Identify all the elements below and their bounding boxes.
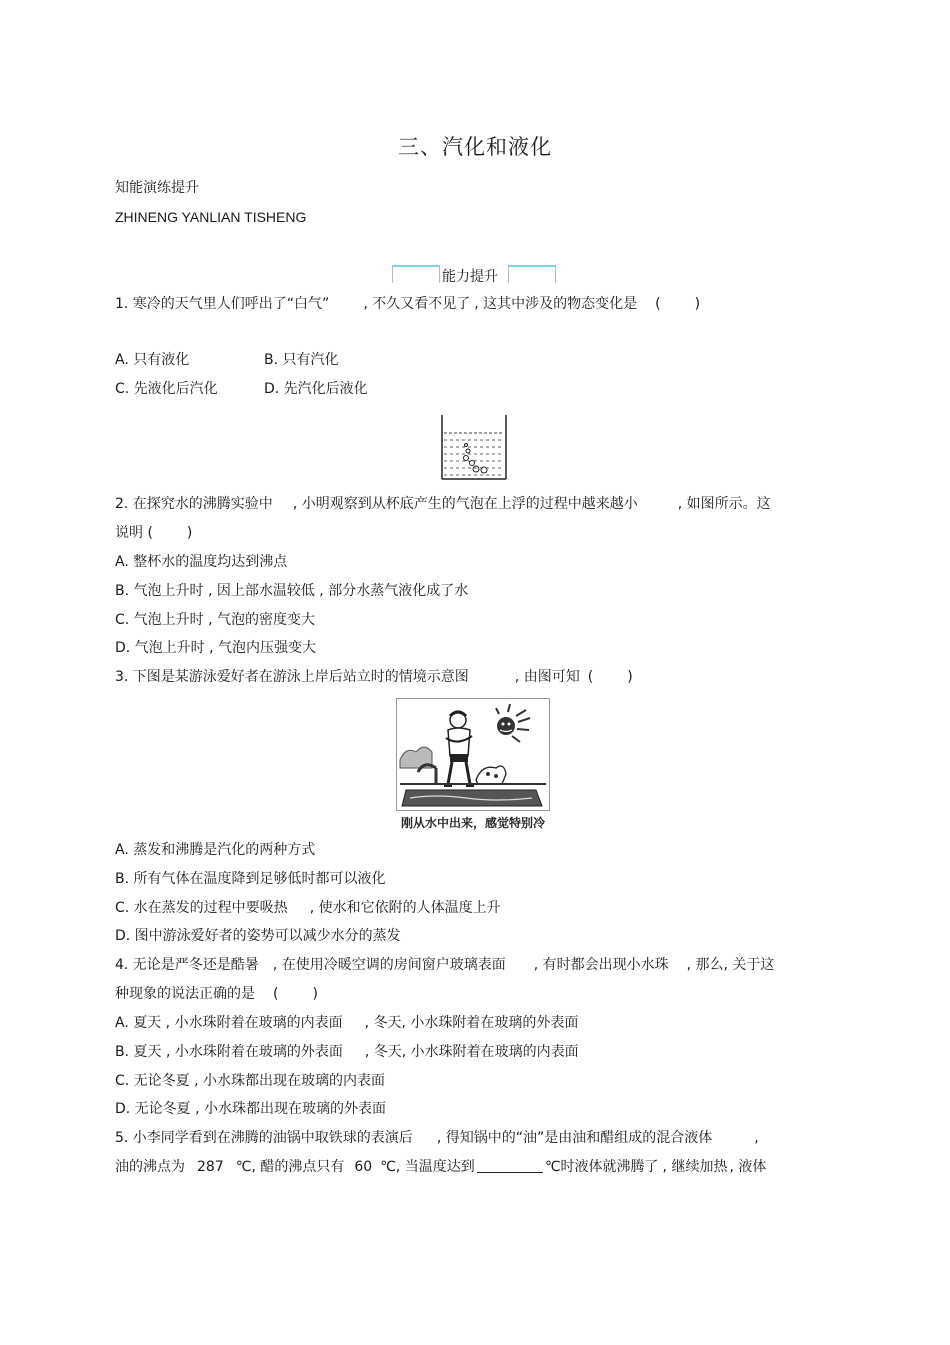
question-1-option-c: C. 先液化后汽化 [115, 381, 218, 397]
question-4-option-a: A. 夏天 , 小水珠附着在玻璃的内表面 , 冬天, 小水珠附着在玻璃的外表面 [115, 1015, 579, 1031]
question-2-option-a: A. 整杯水的温度均达到沸点 [115, 554, 288, 570]
question-4-option-c: C. 无论冬夏 , 小水珠都出现在玻璃的内表面 [115, 1073, 386, 1089]
question-2-stem-line2: 说明 ( ) [115, 525, 193, 541]
question-2-option-d: D. 气泡上升时 , 气泡内压强变大 [115, 640, 317, 656]
question-3-option-c: C. 水在蒸发的过程中要吸热 , 使水和它依附的人体温度上升 [115, 900, 501, 916]
beaker-bubbles-figure [432, 413, 516, 485]
section-tag: 能力提升 [442, 269, 498, 285]
section-heading: 知能演练提升 [115, 180, 199, 196]
question-3-stem: 3. 下图是某游泳爱好者在游泳上岸后站立时的情境示意图 , 由图可知 ( ) [115, 669, 633, 685]
question-5-stem-line2: 油的沸点为 287 ℃, 醋的沸点只有 60 ℃, 当温度达到 ℃时液体就沸腾了 , 继续加热 , 液体 [115, 1159, 767, 1175]
question-1-stem: 1. 寒冷的天气里人们呼出了“白气” , 不久又看不见了 , 这其中涉及的物态变化是 ( ) [115, 296, 701, 312]
question-3-option-b: B. 所有气体在温度降到足够低时都可以液化 [115, 871, 386, 887]
question-3-option-d: D. 图中游泳爱好者的姿势可以减少水分的蒸发 [115, 928, 401, 944]
section-heading-pinyin: ZHINENG YANLIAN TISHENG [115, 209, 307, 225]
tag-left-decoration [392, 265, 440, 283]
question-3-option-a: A. 蒸发和沸腾是汽化的两种方式 [115, 842, 316, 858]
question-4-option-b: B. 夏天 , 小水珠附着在玻璃的外表面 , 冬天, 小水珠附着在玻璃的内表面 [115, 1044, 579, 1060]
question-2-option-b: B. 气泡上升时 , 因上部水温较低 , 部分水蒸气液化成了水 [115, 583, 469, 599]
question-1-option-b: B. 只有汽化 [264, 352, 339, 368]
question-4-stem-line1: 4. 无论是严冬还是酷暑 , 在使用冷暖空调的房间窗户玻璃表面 , 有时都会出现小水珠 , 那么, 关于这 [115, 957, 775, 973]
question-4-option-d: D. 无论冬夏 , 小水珠都出现在玻璃的外表面 [115, 1101, 387, 1117]
tag-right-decoration [508, 265, 556, 283]
swimmer-figure [396, 698, 550, 832]
question-1-option-a: A. 只有液化 [115, 352, 190, 368]
swimmer-figure-caption: 刚从水中出来，感觉特别冷 [400, 816, 546, 830]
question-5-stem-line1: 5. 小李同学看到在沸腾的油锅中取铁球的表演后 , 得知锅中的“油”是由油和醋组成的混合液体 , [115, 1130, 759, 1146]
page-title: 三、汽化和液化 [398, 135, 552, 159]
question-1-option-d: D. 先汽化后液化 [264, 381, 368, 397]
question-2-option-c: C. 气泡上升时 , 气泡的密度变大 [115, 612, 316, 628]
answer-blank[interactable] [477, 1158, 543, 1173]
question-4-stem-line2: 种现象的说法正确的是 ( ) [115, 986, 318, 1002]
question-2-stem-line1: 2. 在探究水的沸腾实验中 , 小明观察到从杯底产生的气泡在上浮的过程中越来越小 , 如图所示。这 [115, 496, 771, 512]
